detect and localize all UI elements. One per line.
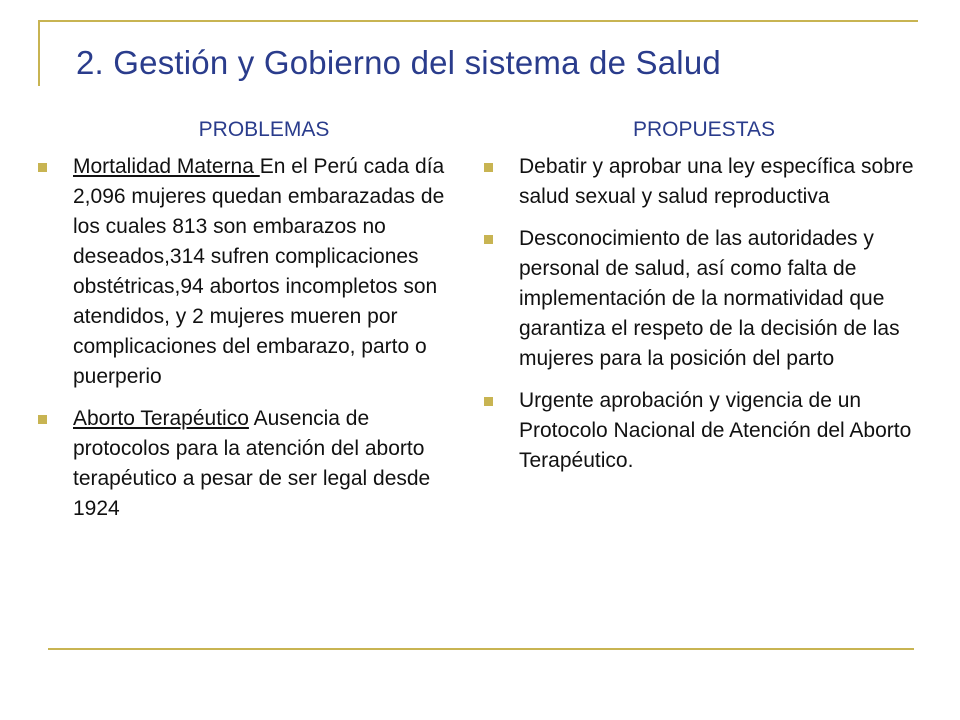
proposals-column <box>484 118 924 488</box>
list-item <box>38 404 468 524</box>
list-item <box>484 386 924 476</box>
square-bullet-icon <box>484 163 493 172</box>
item-keyword: Aborto Terapéutico <box>73 407 249 430</box>
list-item <box>484 152 924 212</box>
item-text: Desconocimiento de las autoridades y personal de salud, así como falta de implementación de la normatividad que garantiza el respeto de la decisión de las mujeres para la posición del parto <box>519 227 900 370</box>
item-text: Ausencia de protocolos para la atención del aborto terapéutico a pesar de ser legal desde 1924 <box>73 407 431 520</box>
proposals-list <box>484 152 924 476</box>
problems-column <box>38 118 468 536</box>
square-bullet-icon <box>38 415 47 424</box>
top-rule <box>38 20 918 22</box>
left-rule <box>38 20 40 86</box>
item-keyword: Mortalidad Materna <box>73 155 260 178</box>
square-bullet-icon <box>484 397 493 406</box>
bottom-rule <box>48 648 914 650</box>
problems-header: PROBLEMAS <box>198 118 330 141</box>
item-text: En el Perú cada día 2,096 mujeres quedan embarazadas de los cuales 813 son embarazos no deseados,314 sufren complicaciones obstétricas,94 abortos incompletos son atendidos, y 2 mujeres mueren por complicaciones del embarazo, parto o puerperio <box>73 155 445 388</box>
square-bullet-icon <box>38 163 47 172</box>
item-text: Debatir y aprobar una ley específica sobre salud sexual y salud reproductiva <box>519 155 914 208</box>
problems-list <box>38 152 468 524</box>
item-text: Urgente aprobación y vigencia de un Protocolo Nacional de Atención del Aborto Terapéutico. <box>519 389 912 472</box>
list-item <box>484 224 924 374</box>
square-bullet-icon <box>484 235 493 244</box>
slide-title: 2. Gestión y Gobierno del sistema de Salud <box>76 44 721 81</box>
list-item <box>38 152 468 392</box>
proposals-header: PROPUESTAS <box>633 118 775 141</box>
